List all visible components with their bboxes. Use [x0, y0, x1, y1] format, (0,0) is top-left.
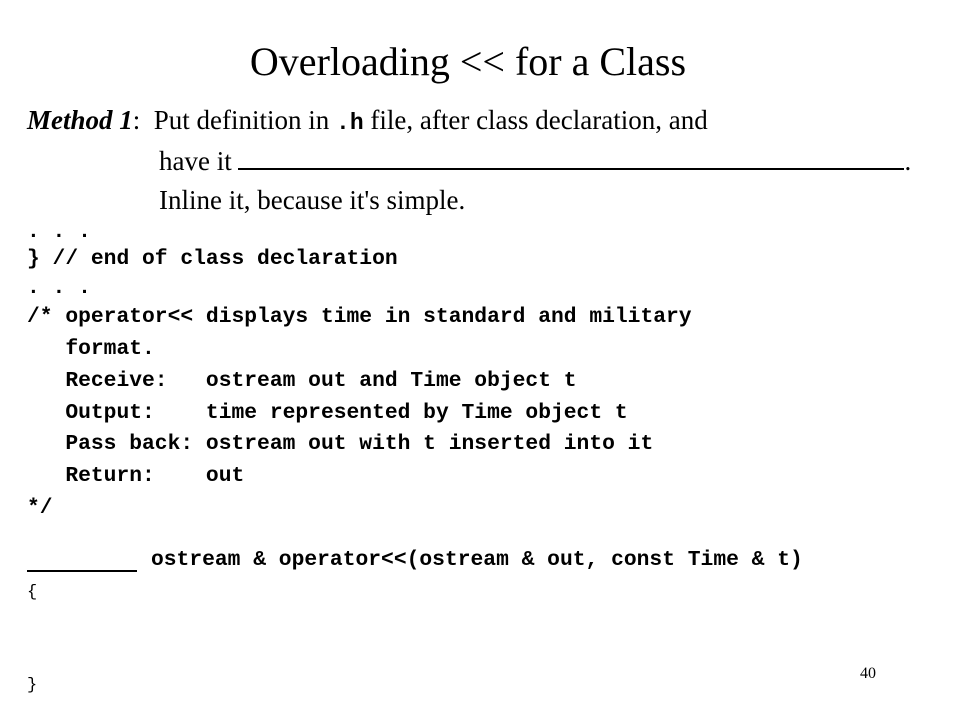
fill-in-blank-1	[238, 146, 904, 170]
method-label: Method 1	[27, 105, 133, 135]
code-line: . . .	[27, 276, 91, 300]
line2-pre: have it	[159, 146, 239, 176]
method-line-2	[159, 145, 911, 177]
line1-pre: Put definition in	[140, 105, 337, 135]
slide-title: Overloading << for a Class	[249, 39, 687, 84]
page-number: 40	[860, 665, 876, 682]
method-line-1	[27, 104, 708, 139]
line1-post: file, after class declaration, and	[363, 105, 708, 135]
code-line: */	[27, 496, 53, 520]
h-file-code: .h	[336, 110, 364, 136]
function-signature: ostream & operator<<(ostream & out, const Time & t)	[151, 548, 803, 572]
code-line: Pass back: ostream out with t inserted into it	[27, 432, 654, 456]
method-line-3: Inline it, because it's simple.	[159, 185, 466, 215]
code-line: Return: out	[27, 464, 245, 488]
code-line: } // end of class declaration	[27, 247, 398, 271]
code-line: /* operator<< displays time in standard and military	[27, 305, 692, 329]
line2-post: .	[904, 146, 912, 176]
code-line: format.	[27, 337, 155, 361]
fill-in-blank-2	[27, 570, 137, 572]
code-line: Output: time represented by Time object t	[27, 401, 628, 425]
open-brace: {	[27, 583, 38, 602]
code-line: Receive: ostream out and Time object t	[27, 369, 577, 393]
close-brace: }	[27, 676, 38, 695]
method-colon: :	[132, 105, 141, 135]
code-line: . . .	[27, 220, 91, 244]
